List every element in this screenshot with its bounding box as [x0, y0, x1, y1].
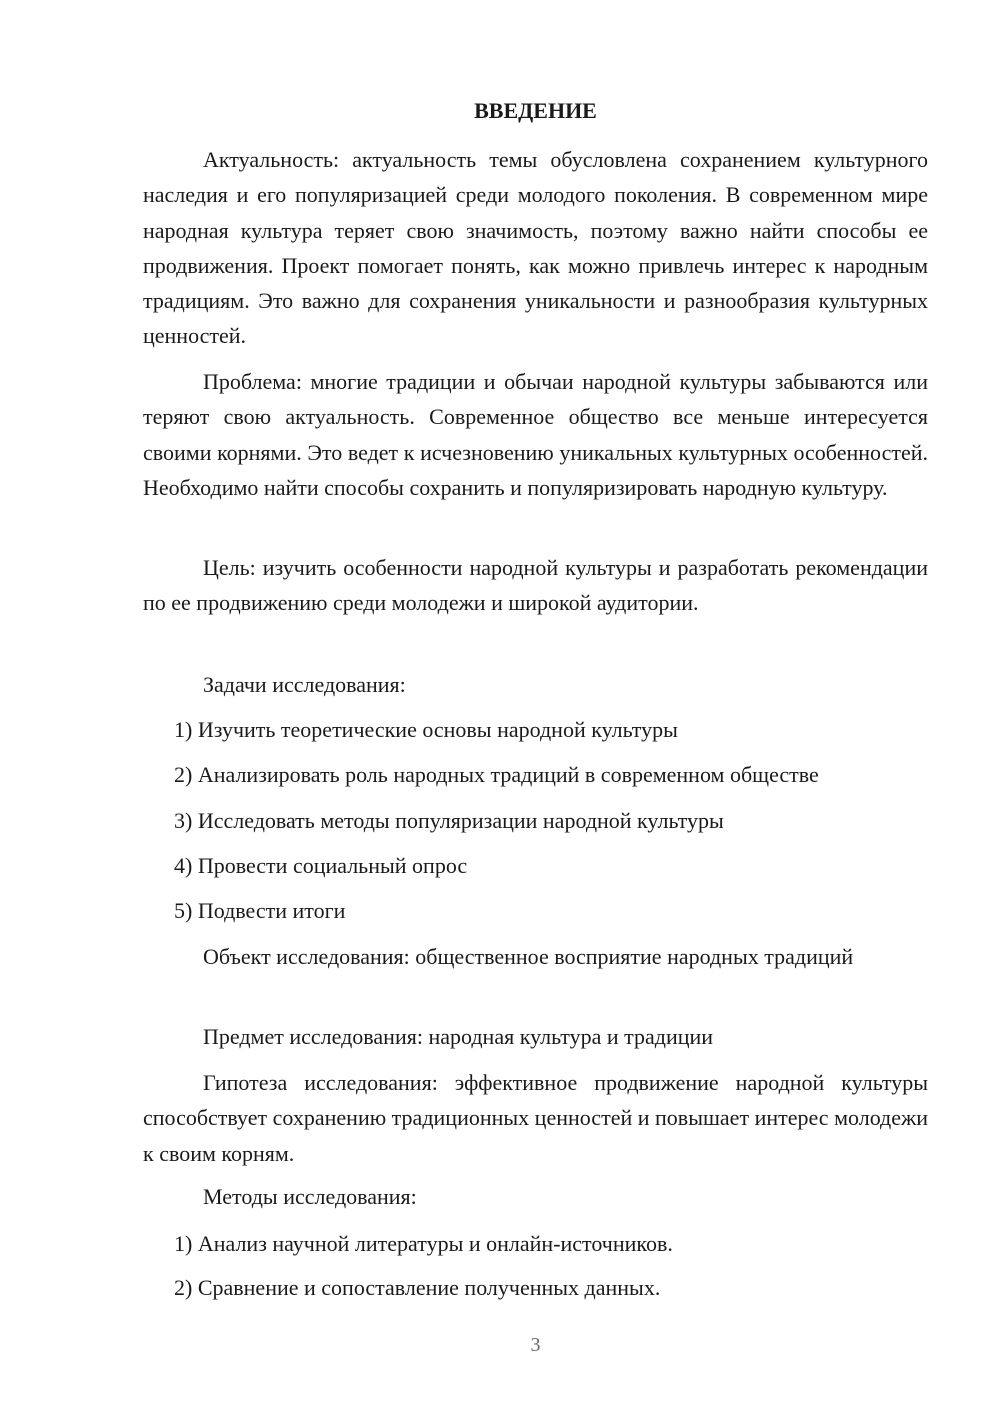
problem-paragraph: Проблема: многие традиции и обычаи народной культуры забываются или теряют свою актуальность. Современное общество все меньше интересуется своими корнями. Это ведет к исчезновению уникальных культурных особенностей. Необходимо найти способы сохранить и популяризировать народную культуру. [143, 369, 928, 500]
object-paragraph: Объект исследования: общественное восприятие народных традиций [203, 944, 854, 969]
task-item: 3) Исследовать методы популяризации народной культуры [174, 808, 724, 833]
task-item: 2) Анализировать роль народных традиций в современном обществе [174, 762, 819, 787]
hypothesis-paragraph: Гипотеза исследования: эффективное продвижение народной культуры способствует сохранению традиционных ценностей и повышает интерес молодежи к своим корням. [143, 1070, 928, 1166]
goal-paragraph: Цель: изучить особенности народной культуры и разработать рекомендации по ее продвижению среди молодежи и широкой аудитории. [143, 555, 928, 616]
section-title: ВВЕДЕНИЕ [474, 98, 597, 123]
method-item: 2) Сравнение и сопоставление полученных данных. [174, 1275, 661, 1300]
task-item: 1) Изучить теоретические основы народной культуры [174, 717, 678, 742]
page-number: 3 [530, 1334, 541, 1356]
subject-line: Предмет исследования: народная культура и традиции [203, 1024, 714, 1049]
task-item: 4) Провести социальный опрос [174, 853, 468, 878]
tasks-heading: Задачи исследования: [203, 672, 406, 697]
document-page [143, 0, 928, 1414]
method-item: 1) Анализ научной литературы и онлайн-источников. [174, 1231, 673, 1256]
task-item: 5) Подвести итоги [174, 898, 346, 923]
methods-heading: Методы исследования: [203, 1184, 417, 1209]
relevance-paragraph: Актуальность: актуальность темы обусловлена сохранением культурного наследия и его популяризацией среди молодого поколения. В современном мире народная культура теряет свою значимость, поэтому важно найти способы ее продвижения. Проект помогает понять, как можно привлечь интерес к народным традициям. Это важно для сохранения уникальности и разнообразия культурных ценностей. [143, 147, 928, 349]
